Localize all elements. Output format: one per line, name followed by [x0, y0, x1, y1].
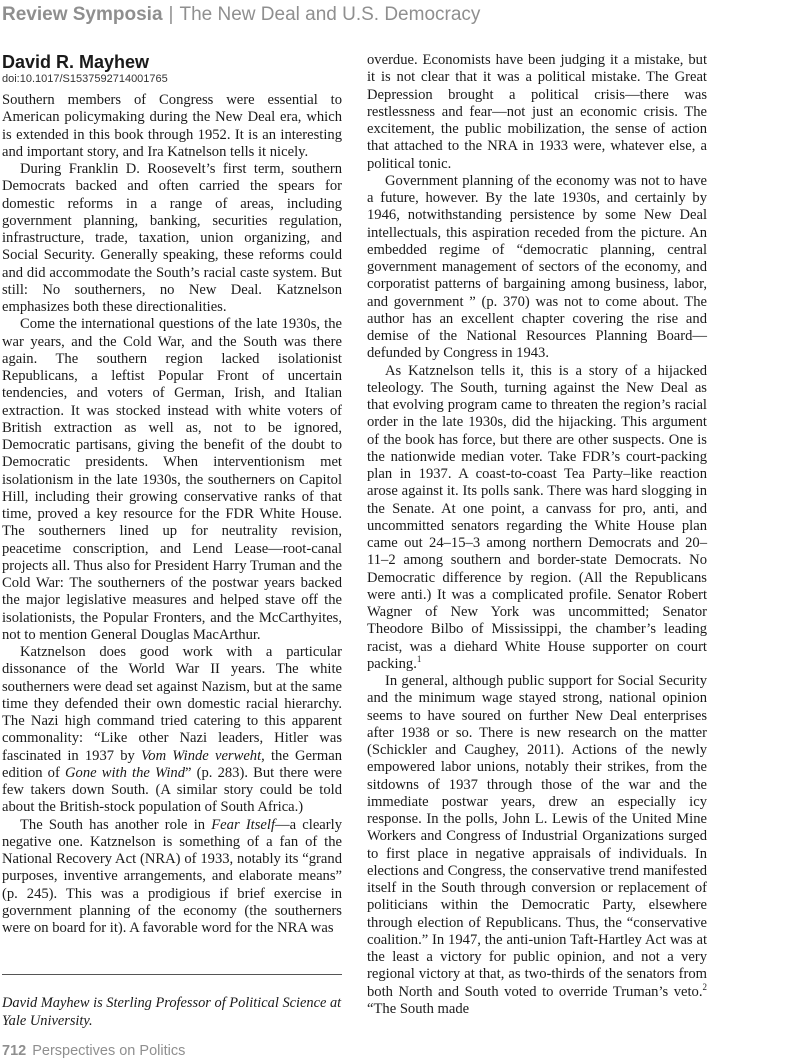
page-footer [2, 1043, 185, 1063]
section-label: Review Symposia [2, 4, 163, 25]
paragraph: During Franklin D. Roosevelt’s first term, southern Democrats backed and often carried the spears for domestic reforms in a range of areas, including government planning, banking, securities regulation, infrastructure, trade, taxation, union organizing, and Social Security. Generally speaking, these reforms could and did accommodate the South’s racial caste system. But still: No southerners, no New Deal. Katznelson emphasizes both these directionalities. [2, 161, 342, 315]
book-title: Vom Winde verweht [141, 747, 262, 764]
header-title: The New Deal and U.S. Democracy [179, 4, 481, 25]
author-name: David R. Mayhew [2, 52, 150, 72]
text-run: Katznelson does good work with a particular dissonance of the World War II years. The white southerners were dead set against Nazism, but at the same time they defended their own domestic racial hierarchy. The Nazi high command tried catering to this apparent commonality: “Like other Nazi leaders, Hitler was fascinated in 1937 by [2, 644, 342, 764]
paragraph [367, 363, 707, 674]
book-title: Gone with the Wind [64, 764, 185, 781]
text-run: “The South made [367, 1000, 470, 1017]
right-column [367, 52, 707, 1018]
footnote-ref[interactable]: 2 [702, 981, 707, 992]
paragraph: Come the international questions of the late 1930s, the war years, and the Cold War, and the South was there again. The southern region lacked isolationist Republicans, a leftist Popular Front of uncertain tendencies, and voters of German, Irish, and Italian extraction. It was stocked instead with white voters of British extraction as well as, not to be ignored, Democratic partisans, giving the benefit of the doubt to Democratic presidents. When interventionism met isolationism in the late 1930s, the southerners on Capitol Hill, including their growing conservative ranks of that time, proved a key resource for the FDR White House. The southerners lined up for neutrality revision, peacetime conscription, and Lend Lease—root-canal projects all. Thus also for President Harry Truman and the Cold War: The southerners of the postwar years backed the major legislative measures and helped stave off the isolationists, the Popular Fronters, and the McCarthyites, not to mention General Douglas MacArthur. [2, 316, 342, 643]
paragraph: Government planning of the economy was not to have a future, however. By the late 1930s, and certainly by 1946, notwithstanding persistence by some New Deal intellectuals, this aspiration receded from the picture. An embedded regime of “democratic planning, central government management of sectors of the economy, and corporatist patterns of bargaining among business, labor, and government ” (p. 370) was not to come about. The author has an excellent chapter covering the rise and demise of the National Resources Planning Board—defunded by Congress in 1943. [367, 172, 707, 362]
paragraph: overdue. Economists have been judging it a mistake, but it is not clear that it was a political mistake. The Great Depression brought a political crisis—there was restlessness and fear—not just an economic crisis. The excitement, the public mobilization, the sense of action that attached to the NRA in 1933 were, whatever else, a political tonic. [367, 52, 707, 172]
text-run: ” (p. 283). But there were few takers down South. (A similar story could be told about the British-stock population of South Africa.) [2, 764, 342, 816]
text-run: —a clearly negative one. Katznelson is something of a fan of the National Recovery Act (NRA) of 1933, notably its “grand purposes, inventive arrangements, and elaborate means” (p. 245). This was a prodigious if brief exercise in government planning of the economy (the southerners were on board for it). A favorable word for the NRA was [2, 816, 342, 936]
text-run: As Katznelson tells it, this is a story of a hijacked teleology. The South, turning against the New Deal as that evolving program came to threaten the region’s racial order in the late 1930s, did the hijacking. This argument of the book has force, but there are other suspects. One is the nationwide median voter. Take FDR’s court-packing plan in 1937. A coast-to-coast Tea Party–like reaction arose against it. Its polls sank. There was hard slogging in the Senate. At one point, a canvass for pro, anti, and uncommitted senators regarding the White House plan came out 24–15–3 among northern Democrats and 20–11–2 among southern and border-state Democrats. No Democratic difference by region. (All the Republicans were anti.) It was a complicated profile. Senator Robert Wagner of New York was uncommitted; Senator Theodore Bilbo of Mississippi, the chamber’s leading racist, was a diehard White House supporter on court packing. [367, 362, 707, 672]
paragraph [2, 817, 342, 938]
text-run: In general, although public support for Social Security and the minimum wage stayed strong, national opinion seems to have soured on further New Deal enterprises after 1938 or so. There is new research on the matter (Schickler and Caughey, 2011). Actions of the newly empowered labor unions, notably their strikes, from the sitdowns of 1937 through those of the war and the immediate postwar years, drew an especially icy response. In the polls, John L. Lewis of the United Mine Workers and Congress of Industrial Organizations surged to first place in negative appraisals of individuals. In elections and Congress, the conservative trend manifested itself in the South through conversion or replacement of politicians within the Democratic Party, elsewhere through election of Republicans. Thus, the “conservative coalition.” In 1947, the anti-union Taft-Hartley Act was at the least a victory for public opinion, and not a very regional victory at that, as two-thirds of the senators from both North and South voted to override Truman’s veto. [367, 673, 707, 1000]
journal-name: Perspectives on Politics [32, 1043, 186, 1059]
header-separator: | [168, 4, 174, 25]
footnote-ref[interactable]: 1 [416, 653, 422, 664]
page-number: 712 [2, 1043, 27, 1059]
left-column [2, 52, 342, 937]
author-bio: David Mayhew is Sterling Professor of Political Science at Yale University. [2, 995, 342, 1029]
paragraph [2, 644, 342, 817]
paragraph: Southern members of Congress were essential to American policymaking during the New Deal era, which is extended in this book through 1952. It is an interesting and important story, and Ira Katnelson tells it nicely. [2, 92, 342, 160]
paragraph [367, 673, 707, 1018]
doi-link[interactable]: doi:10.1017/S1537592714001765 [2, 73, 168, 85]
text-run: The South has another role in [20, 816, 212, 833]
book-title: Fear Itself [211, 816, 276, 833]
text-run: , the German edition of [2, 747, 343, 781]
footnote-divider [2, 974, 342, 975]
running-head [2, 4, 782, 34]
